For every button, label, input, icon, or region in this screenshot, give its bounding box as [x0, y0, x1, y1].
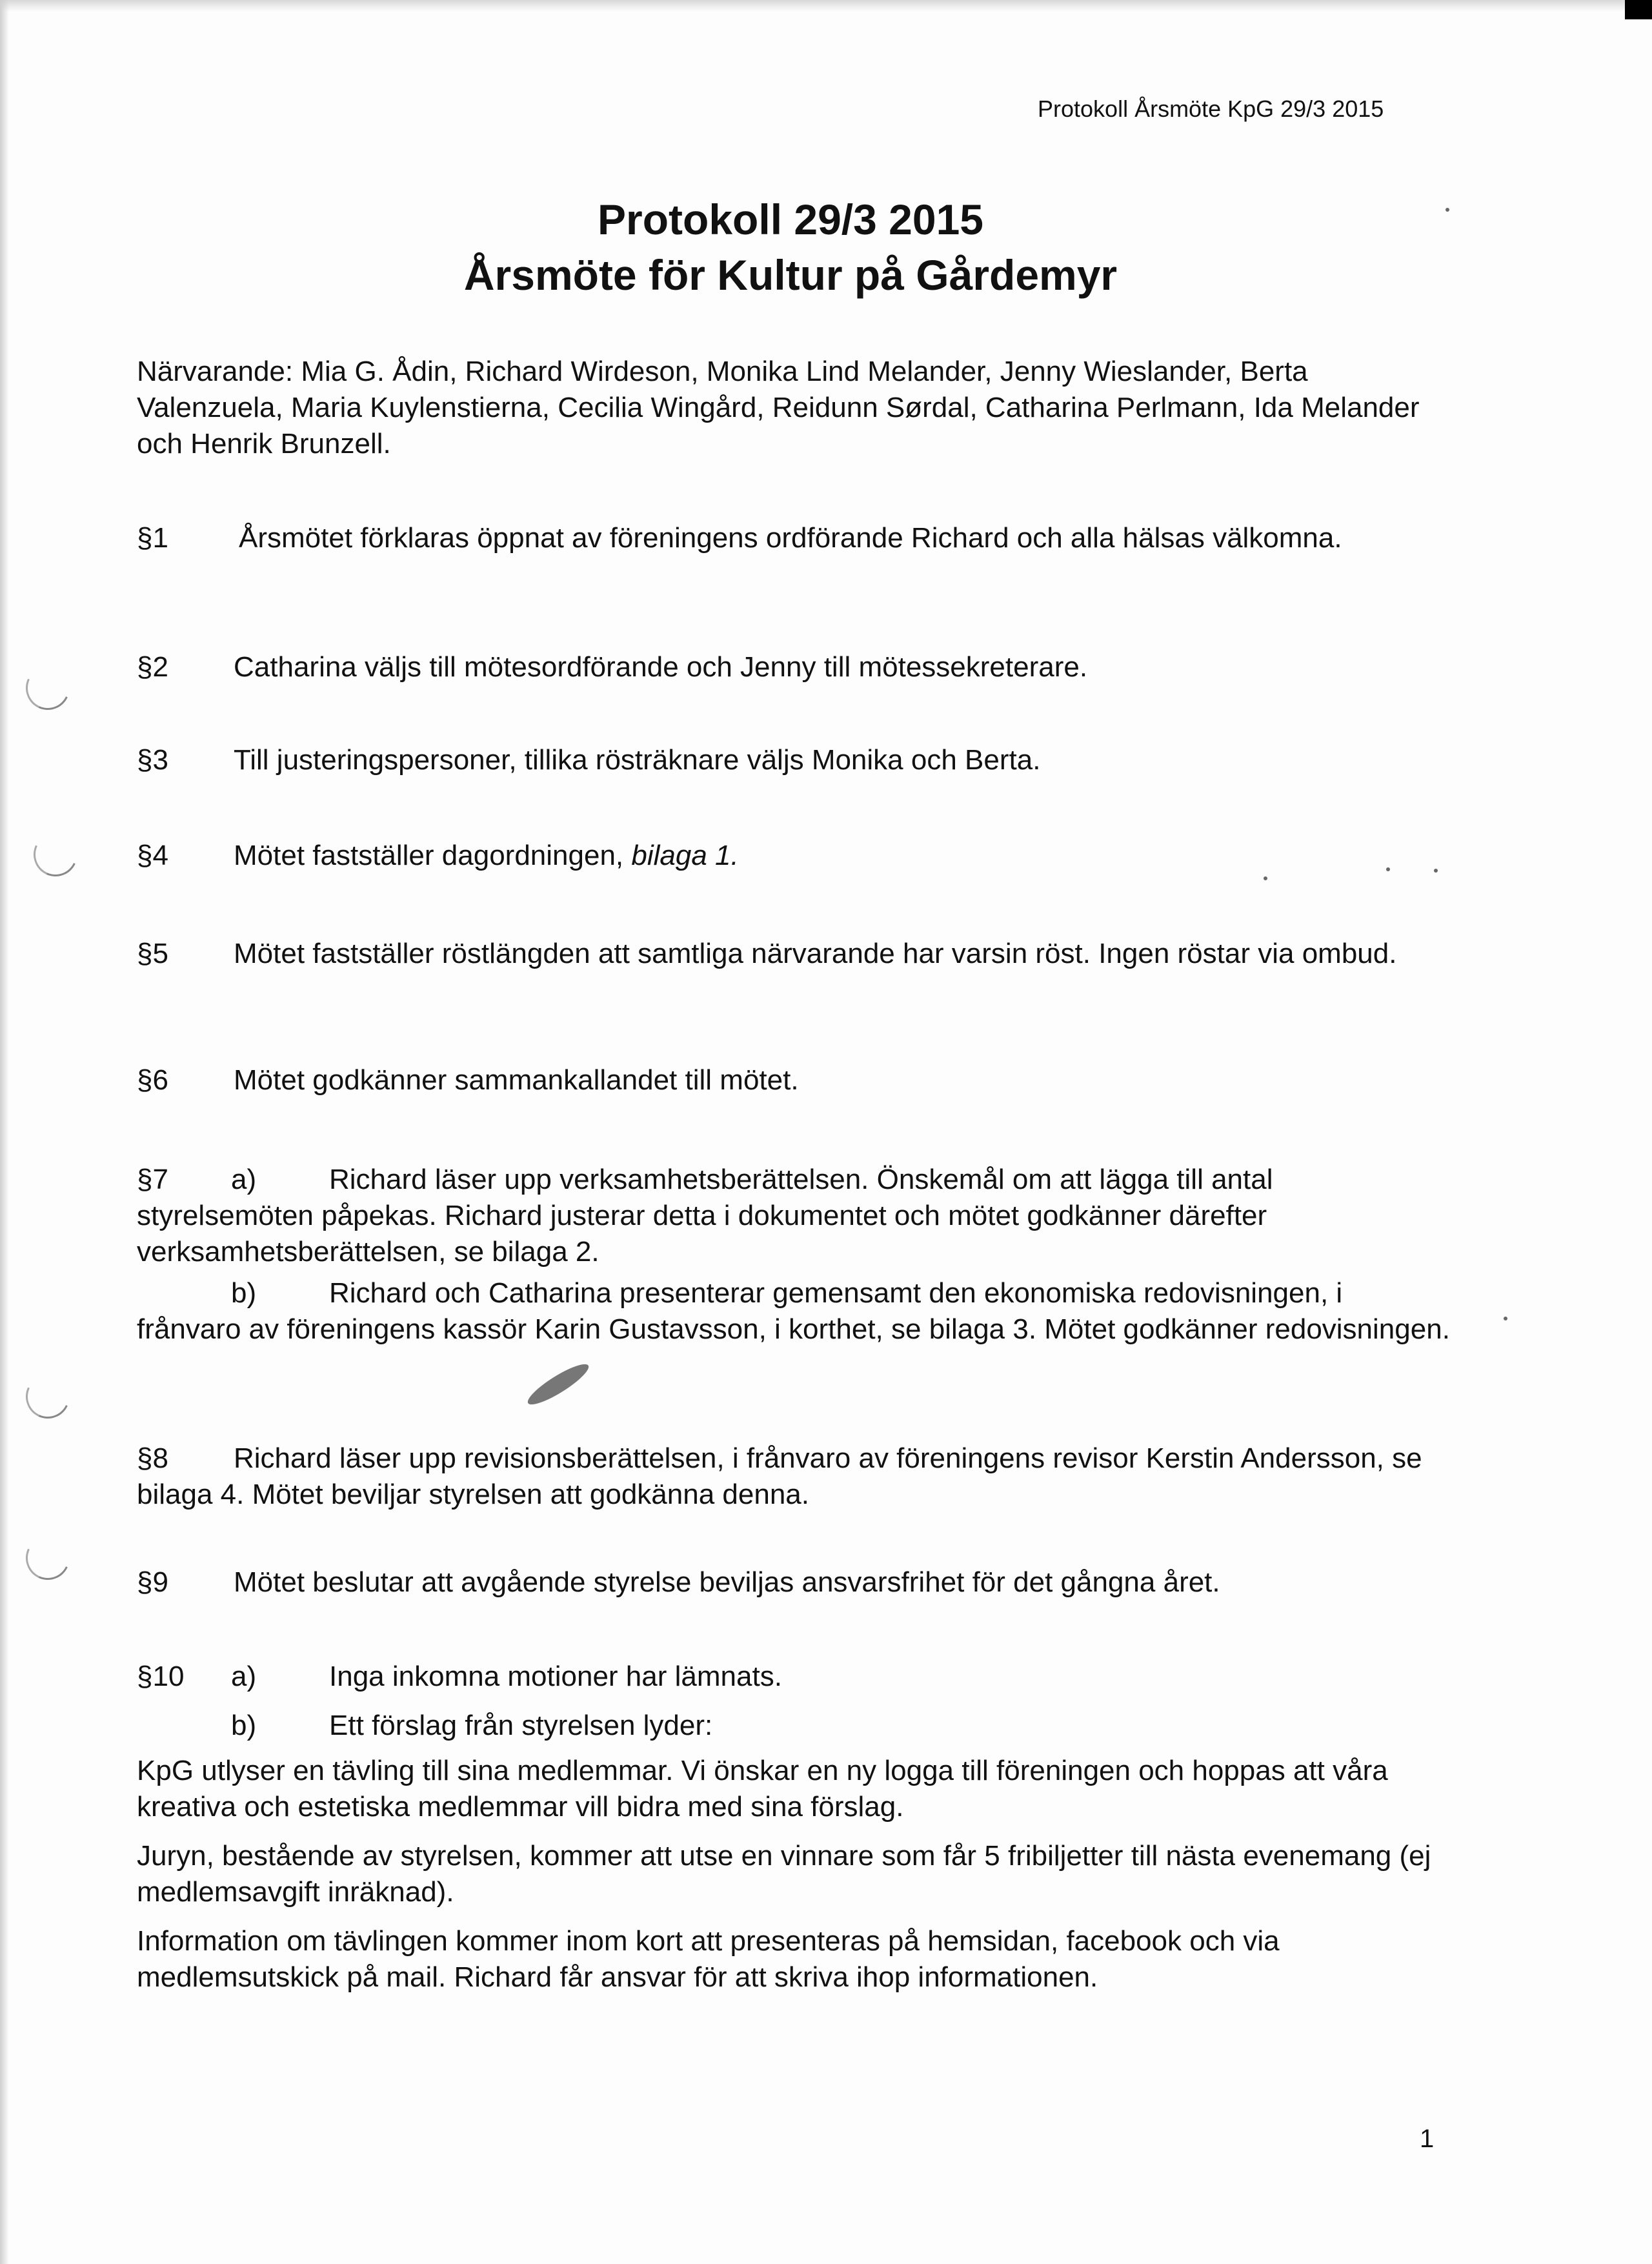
section-5-text: Mötet fastställer röstlängden att samtliga närvarande har varsin röst. Ingen röstar via ombud. [234, 938, 1397, 969]
subsection-label: a) [231, 1661, 257, 1692]
section-number: §5 [137, 938, 168, 969]
section-6-text: Mötet godkänner sammankallandet till mötet. [234, 1064, 799, 1096]
section-number: §3 [137, 744, 168, 776]
corner-mark [1625, 0, 1652, 19]
section-8-text: Richard läser upp revisionsberättelsen, i frånvaro av föreningens revisor Kerstin Andersson, se bilaga 4. Mötet beviljar styrelsen att godkänna denna. [137, 1442, 1422, 1510]
section-number: §9 [137, 1566, 168, 1598]
punch-hole-mark [27, 826, 83, 882]
section-number: §10 [137, 1661, 185, 1692]
punch-hole-mark [19, 1368, 76, 1424]
section-7a-text: Richard läser upp verksamhetsberättelsen. Önskemål om att lägga till antal styrelsemöten påpekas. Richard justerar detta i dokumentet och mötet godkänner därefter verksamhetsberättelsen, se bilaga 2. [137, 1164, 1273, 1268]
scan-speck [1264, 876, 1267, 880]
section-4-text-wrap [234, 838, 739, 874]
subsection-label: b) [231, 1277, 257, 1309]
document-subtitle: Årsmöte för Kultur på Gårdemyr [463, 251, 1118, 299]
scan-speck [1446, 208, 1449, 212]
section-number: §6 [137, 1064, 168, 1096]
punch-hole-mark [19, 660, 76, 716]
running-header: Protokoll Årsmöte KpG 29/3 2015 [1038, 96, 1384, 122]
section-number: §4 [137, 840, 168, 871]
ink-smudge [523, 1359, 592, 1410]
scan-edge-top [0, 0, 1652, 12]
section-10b-text: Ett förslag från styrelsen lyder: [329, 1710, 713, 1741]
section-7b-text: Richard och Catharina presenterar gemensamt den ekonomiska redovisningen, i frånvaro av föreningens kassör Karin Gustavsson, i korthet, se bilaga 3. Mötet godkänner redovisningen. [137, 1277, 1450, 1345]
scan-edge-left [0, 0, 9, 2264]
attendance-paragraph: Närvarande: Mia G. Ådin, Richard Wirdeson, Monika Lind Melander, Jenny Wieslander, Berta Valenzuela, Maria Kuylenstierna, Cecilia Wingård, Reidunn Sørdal, Catharina Perlmann, Ida Melander och Henrik Brunzell. [137, 356, 1420, 460]
proposal-paragraph-1: KpG utlyser en tävling till sina medlemmar. Vi önskar en ny logga till föreningen och hoppas att våra kreativa och estetiska medlemmar vill bidra med sina förslag. [137, 1755, 1388, 1823]
section-number: §8 [137, 1442, 168, 1474]
section-4-attachment: bilaga 1. [631, 840, 739, 871]
subsection-label: b) [231, 1710, 257, 1741]
section-4-text: Mötet fastställer dagordningen, [234, 840, 624, 871]
page-number: 1 [1420, 2125, 1435, 2153]
scan-speck [1504, 1317, 1507, 1320]
section-2-text: Catharina väljs till mötesordförande och Jenny till mötessekreterare. [234, 651, 1088, 683]
punch-hole-mark [19, 1530, 76, 1586]
scan-speck [1386, 867, 1390, 871]
section-10a-text: Inga inkomna motioner har lämnats. [329, 1661, 782, 1692]
proposal-paragraph-2: Juryn, bestående av styrelsen, kommer att utse en vinnare som får 5 fribiljetter till nästa evenemang (ej medlemsavgift inräknad). [137, 1840, 1431, 1908]
document-title: Protokoll 29/3 2015 [598, 196, 983, 243]
section-1-text: Årsmötet förklaras öppnat av föreningens ordförande Richard och alla hälsas välkomna. [239, 522, 1342, 554]
section-number: §2 [137, 651, 168, 683]
subsection-label: a) [231, 1164, 257, 1195]
section-3-text: Till justeringspersoner, tillika rösträknare väljs Monika och Berta. [234, 744, 1041, 776]
proposal-paragraph-3: Information om tävlingen kommer inom kort att presenteras på hemsidan, facebook och via medlemsutskick på mail. Richard får ansvar för att skriva ihop informationen. [137, 1925, 1280, 1993]
scan-speck [1434, 869, 1438, 873]
section-number: §7 [137, 1164, 168, 1195]
section-number: §1 [137, 522, 168, 554]
section-9-text: Mötet beslutar att avgående styrelse beviljas ansvarsfrihet för det gångna året. [234, 1566, 1220, 1598]
